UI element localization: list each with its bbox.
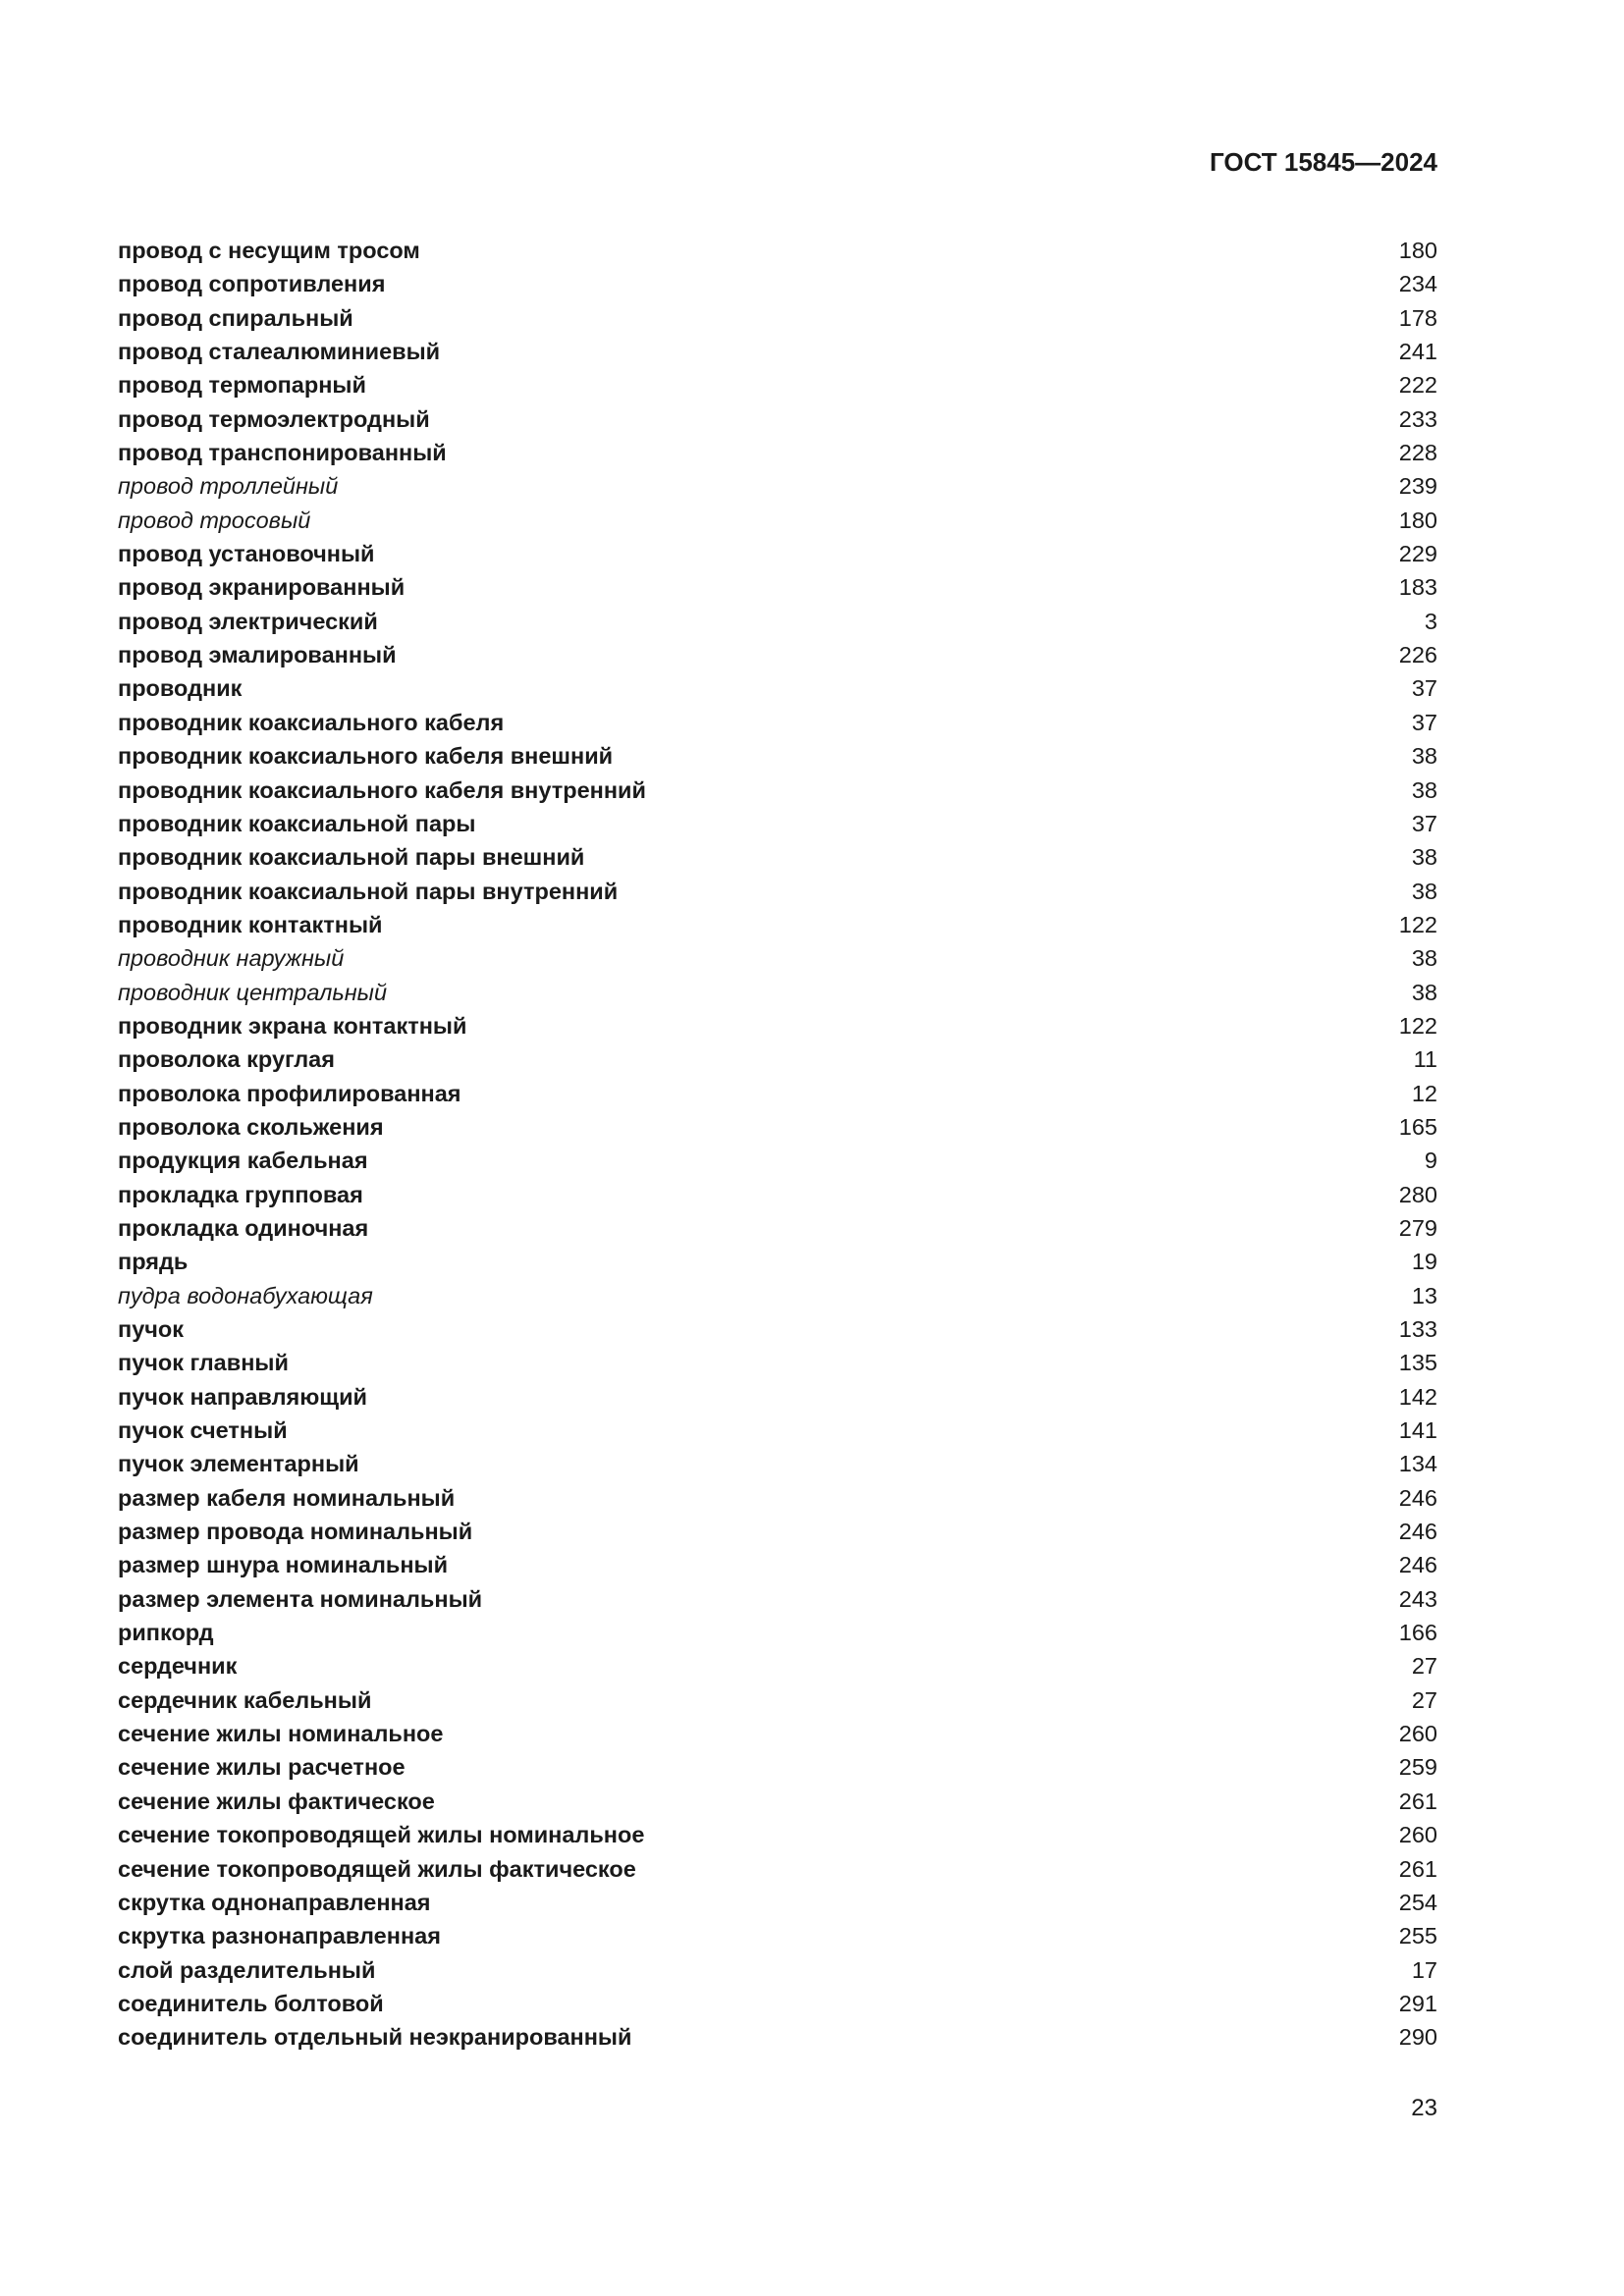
index-entry (118, 1785, 1437, 1818)
index-term: пучок (118, 1316, 185, 1342)
index-entry (118, 1178, 1437, 1211)
index-entry (118, 941, 1437, 975)
index-reference-number: 38 (1411, 878, 1437, 904)
index-reference-number: 38 (1411, 743, 1437, 770)
index-entry (118, 706, 1437, 739)
index-entry (118, 840, 1437, 874)
index-term: провод транспонированный (118, 440, 447, 466)
index-term: провод сопротивления (118, 271, 386, 297)
index-reference-number: 13 (1411, 1282, 1437, 1308)
index-entry (118, 1953, 1437, 1987)
index-entry (118, 1077, 1437, 1110)
index-term: рипкорд (118, 1620, 214, 1646)
index-term: пучок счетный (118, 1417, 288, 1444)
index-reference-number: 239 (1398, 473, 1437, 500)
index-entry (118, 1987, 1437, 2020)
index-term: проволока профилированная (118, 1080, 461, 1106)
index-reference-number: 27 (1411, 1686, 1437, 1713)
index-reference-number: 12 (1411, 1080, 1437, 1106)
index-entry (118, 1009, 1437, 1042)
index-reference-number: 11 (1413, 1046, 1437, 1073)
index-term: проводник коаксиального кабеля внешний (118, 743, 614, 770)
index-entry (118, 1144, 1437, 1177)
index-term: размер провода номинальный (118, 1519, 473, 1545)
index-entry (118, 1582, 1437, 1616)
index-term: проводник центральный (118, 979, 388, 1005)
index-entry (118, 605, 1437, 638)
index-reference-number: 38 (1411, 945, 1437, 972)
index-term: слой разделительный (118, 1956, 376, 1983)
index-entry (118, 504, 1437, 537)
index-reference-number: 27 (1411, 1653, 1437, 1680)
index-entry (118, 1919, 1437, 1952)
index-term: пучок элементарный (118, 1451, 359, 1477)
page-number: 23 (1411, 2095, 1437, 2121)
index-entry (118, 2020, 1437, 2054)
index-entry (118, 335, 1437, 368)
index-term: сечение токопроводящей жилы фактическое (118, 1855, 636, 1882)
index-term: проводник коаксиального кабеля (118, 709, 505, 735)
index-term: провод сталеалюминиевый (118, 339, 441, 365)
index-entry (118, 301, 1437, 335)
index-term: провод установочный (118, 541, 375, 567)
index-reference-number: 134 (1398, 1451, 1437, 1477)
index-term: провод электрический (118, 608, 378, 634)
index-term: провод термоэлектродный (118, 405, 430, 432)
index-term: соединитель болтовой (118, 1990, 384, 2016)
index-entry (118, 1414, 1437, 1447)
index-reference-number: 38 (1411, 979, 1437, 1005)
index-entry (118, 1649, 1437, 1682)
index-term: проволока круглая (118, 1046, 335, 1073)
index-term: проводник коаксиальной пары (118, 810, 476, 836)
index-entry (118, 1616, 1437, 1649)
index-reference-number: 166 (1398, 1620, 1437, 1646)
index-term: прокладка одиночная (118, 1214, 369, 1241)
index-term: пучок направляющий (118, 1383, 368, 1410)
index-reference-number: 3 (1424, 608, 1437, 634)
index-reference-number: 255 (1398, 1923, 1437, 1949)
index-reference-number: 228 (1398, 440, 1437, 466)
index-reference-number: 280 (1398, 1181, 1437, 1207)
index-entry (118, 1717, 1437, 1750)
index-reference-number: 241 (1398, 339, 1437, 365)
index-entry (118, 402, 1437, 436)
index-reference-number: 291 (1398, 1990, 1437, 2016)
index-entry (118, 1750, 1437, 1784)
index-reference-number: 254 (1398, 1889, 1437, 1915)
index-reference-number: 229 (1398, 541, 1437, 567)
index-term: пучок главный (118, 1350, 289, 1376)
index-entry (118, 1683, 1437, 1717)
index-reference-number: 233 (1398, 405, 1437, 432)
index-entry (118, 234, 1437, 267)
index-entry (118, 1110, 1437, 1144)
index-reference-number: 165 (1398, 1113, 1437, 1140)
index-entry (118, 976, 1437, 1009)
index-term: размер элемента номинальный (118, 1585, 483, 1612)
index-term: проводник коаксиального кабеля внутренний (118, 776, 646, 803)
index-term: скрутка разнонаправленная (118, 1923, 441, 1949)
index-reference-number: 246 (1398, 1552, 1437, 1578)
index-reference-number: 222 (1398, 372, 1437, 399)
index-term: сечение жилы расчетное (118, 1754, 406, 1781)
index-entry (118, 1515, 1437, 1548)
index-entry (118, 1279, 1437, 1312)
index-reference-number: 178 (1398, 304, 1437, 331)
index-term: провод с несущим тросом (118, 238, 420, 263)
index-reference-number: 38 (1411, 844, 1437, 871)
index-reference-number: 141 (1398, 1417, 1437, 1444)
index-entry (118, 267, 1437, 300)
index-term: проволока скольжения (118, 1113, 384, 1140)
index-term: проводник коаксиальной пары внешний (118, 844, 585, 871)
index-reference-number: 234 (1398, 271, 1437, 297)
index-term: соединитель отдельный неэкранированный (118, 2024, 632, 2051)
index-reference-number: 260 (1398, 1822, 1437, 1848)
index-entry (118, 774, 1437, 807)
index-reference-number: 279 (1398, 1214, 1437, 1241)
index-term: проводник коаксиальной пары внутренний (118, 878, 619, 904)
index-term: скрутка однонаправленная (118, 1889, 431, 1915)
index-term: провод термопарный (118, 372, 366, 399)
index-term: сечение жилы фактическое (118, 1788, 435, 1814)
index-reference-number: 37 (1411, 709, 1437, 735)
index-reference-number: 17 (1411, 1956, 1437, 1983)
index-entry (118, 469, 1437, 503)
index-term: продукция кабельная (118, 1148, 368, 1174)
index-entry (118, 638, 1437, 671)
index-entry (118, 739, 1437, 773)
index-term: прядь (118, 1249, 189, 1275)
index-reference-number: 183 (1398, 574, 1437, 601)
document-code-header: ГОСТ 15845—2024 (1210, 147, 1437, 177)
index-reference-number: 19 (1411, 1249, 1437, 1275)
index-term: провод троллейный (118, 473, 339, 500)
index-entry (118, 1346, 1437, 1379)
index-reference-number: 9 (1424, 1148, 1437, 1174)
index-term: размер шнура номинальный (118, 1552, 449, 1578)
index-entry (118, 1818, 1437, 1851)
index-reference-number: 260 (1398, 1721, 1437, 1747)
index-reference-number: 261 (1398, 1855, 1437, 1882)
index-reference-number: 37 (1411, 810, 1437, 836)
index-term: сердечник кабельный (118, 1686, 372, 1713)
index-reference-number: 133 (1398, 1316, 1437, 1342)
index-reference-number: 122 (1398, 911, 1437, 937)
index-entry (118, 1380, 1437, 1414)
index-entry (118, 1548, 1437, 1581)
index-term: пудра водонабухающая (118, 1282, 373, 1308)
index-reference-number: 246 (1398, 1519, 1437, 1545)
index-reference-number: 180 (1398, 238, 1437, 263)
index-entry (118, 368, 1437, 401)
index-reference-number: 226 (1398, 642, 1437, 668)
index-entry (118, 1481, 1437, 1515)
index-term: провод спиральный (118, 304, 353, 331)
index-term: провод экранированный (118, 574, 406, 601)
index-reference-number: 122 (1398, 1012, 1437, 1039)
index-term: прокладка групповая (118, 1181, 363, 1207)
index-entry (118, 1447, 1437, 1480)
index-reference-number: 37 (1411, 675, 1437, 702)
index-entry (118, 436, 1437, 469)
index-entry (118, 671, 1437, 705)
index-reference-number: 38 (1411, 776, 1437, 803)
index-reference-number: 243 (1398, 1585, 1437, 1612)
index-entry (118, 1312, 1437, 1346)
index-entry (118, 1042, 1437, 1076)
index-reference-number: 180 (1398, 507, 1437, 533)
index-entry (118, 875, 1437, 908)
index-term: сечение токопроводящей жилы номинальное (118, 1822, 645, 1848)
index-entry (118, 908, 1437, 941)
index-term: проводник контактный (118, 911, 383, 937)
index-entry (118, 537, 1437, 570)
index-term: провод тросовый (118, 507, 311, 533)
index-entry (118, 807, 1437, 840)
index-term: проводник (118, 675, 243, 702)
index-term: проводник экрана контактный (118, 1012, 467, 1039)
index-reference-number: 246 (1398, 1484, 1437, 1511)
index-entry (118, 1245, 1437, 1278)
index-term: сердечник (118, 1653, 238, 1680)
index-reference-number: 261 (1398, 1788, 1437, 1814)
index-term: проводник наружный (118, 945, 345, 972)
index-reference-number: 142 (1398, 1383, 1437, 1410)
index-list (118, 234, 1437, 2055)
index-reference-number: 135 (1398, 1350, 1437, 1376)
index-entry (118, 1852, 1437, 1886)
index-entry (118, 570, 1437, 604)
index-reference-number: 290 (1398, 2024, 1437, 2051)
index-term: размер кабеля номинальный (118, 1484, 456, 1511)
index-reference-number: 259 (1398, 1754, 1437, 1781)
index-term: провод эмалированный (118, 642, 397, 668)
index-entry (118, 1886, 1437, 1919)
index-term: сечение жилы номинальное (118, 1721, 444, 1747)
index-entry (118, 1211, 1437, 1245)
